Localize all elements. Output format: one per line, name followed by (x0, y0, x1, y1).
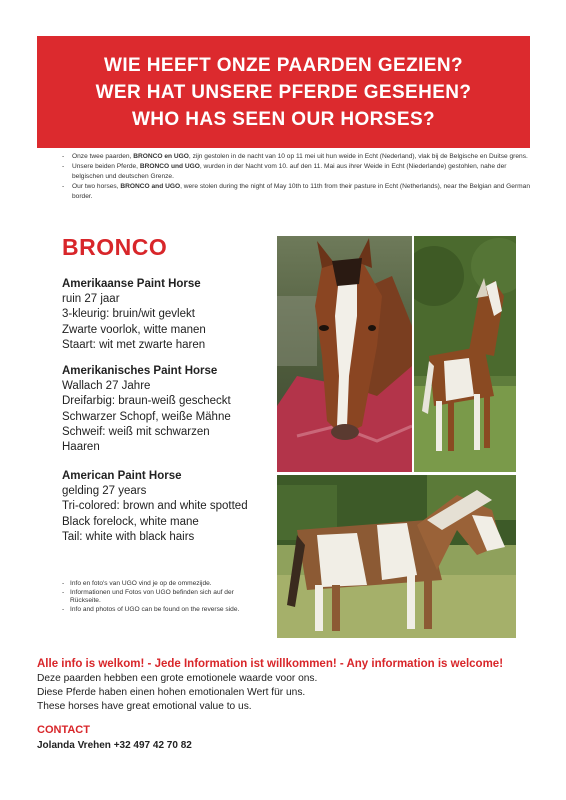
desc-line: ruin 27 jaar (62, 293, 120, 306)
desc-line: Tail: white with black hairs (62, 530, 195, 543)
breed-heading-nl: Amerikaanse Paint Horse (62, 278, 201, 290)
any-information-welcome: Alle info is welkom! - Jede Information ist willkommen! - Any information is welcome! (37, 658, 504, 670)
description-de (62, 364, 274, 455)
breed-heading-en: American Paint Horse (62, 470, 182, 482)
note-de: - Informationen und Fotos von UGO befinden sich auf der Rückseite. (62, 589, 262, 606)
desc-line: Staart: wit met zwarte haren (62, 338, 206, 351)
desc-line: Dreifarbig: braun-weiß gescheckt (62, 395, 231, 408)
horse-standing-photo (414, 236, 516, 472)
desc-line: Black forelock, white mane (62, 515, 199, 528)
contact-heading: CONTACT (37, 724, 90, 736)
intro-list (62, 152, 532, 202)
headline-de: WER HAT UNSERE PFERDE GESEHEN? (95, 81, 472, 103)
desc-line: Tri-colored: brown and white spotted (62, 500, 248, 513)
horse-head-photo (277, 236, 412, 472)
desc-line: Schwarzer Schopf, weiße Mähne (62, 410, 231, 423)
intro-item-de: - Unsere beiden Pferde, BRONCO und UGO, wurden in der Nacht vom 10. auf den 11. Mai aus ihrer Weide in Echt (Niederlande) gestohlen, nahe der belgischen und deutschen Grenze. (62, 162, 532, 181)
horse-name-title: BRONCO (62, 234, 168, 260)
emotional-value-de: Diese Pferde haben einen hohen emotionalen Wert für uns. (37, 687, 306, 698)
reverse-side-notes (62, 580, 262, 615)
contact-phone: Jolanda Vrehen +32 497 42 70 82 (37, 740, 192, 751)
desc-line: gelding 27 years (62, 485, 147, 498)
description-nl (62, 277, 274, 353)
emotional-value-en: These horses have great emotional value to us. (37, 701, 252, 712)
note-en: - Info and photos of UGO can be found on the reverse side. (62, 606, 262, 614)
intro-item-nl: - Onze twee paarden, BRONCO en UGO, zijn gestolen in de nacht van 10 op 11 mei uit hun weide in Echt (Nederland), vlak bij de Belgische en Duitse grens. (62, 152, 532, 161)
intro-item-en: - Our two horses, BRONCO and UGO, were stolen during the night of May 10th to 11th from their pasture in Echt (Netherlands), near the Belgian and German border. (62, 182, 532, 201)
emotional-value-nl: Deze paarden hebben een grote emotionele waarde voor ons. (37, 673, 318, 684)
description-en (62, 469, 274, 545)
desc-line: Wallach 27 Jahre (62, 380, 151, 393)
desc-line: Schweif: weiß mit schwarzen (62, 425, 210, 438)
desc-line: 3-kleurig: bruin/wit gevlekt (62, 308, 195, 321)
horse-side-photo (277, 475, 516, 638)
desc-line: Haaren (62, 441, 100, 454)
headline-en: WHO HAS SEEN OUR HORSES? (131, 108, 436, 130)
breed-heading-de: Amerikanisches Paint Horse (62, 365, 218, 377)
desc-line: Zwarte voorlok, witte manen (62, 323, 206, 336)
note-nl: - Info en foto's van UGO vind je op de ommezijde. (62, 580, 262, 588)
headline-banner (37, 36, 530, 148)
headline-nl: WIE HEEFT ONZE PAARDEN GEZIEN? (104, 54, 463, 76)
